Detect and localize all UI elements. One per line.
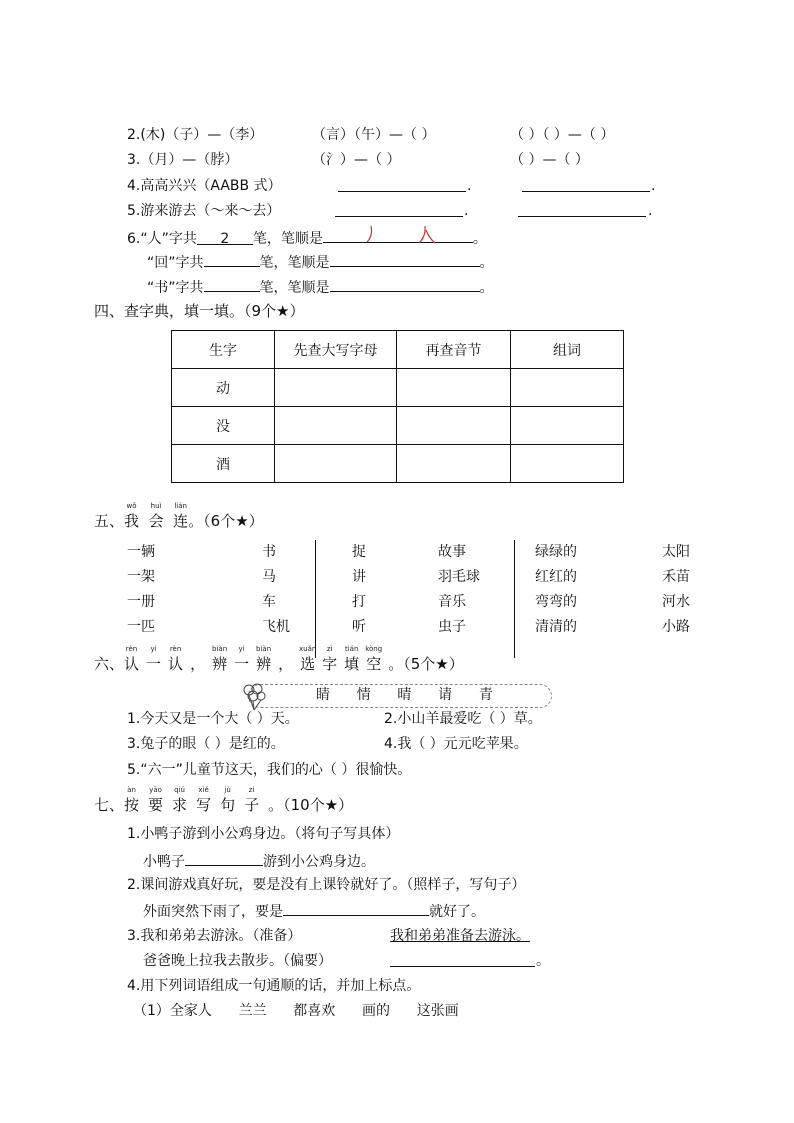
match-item[interactable]: 书 bbox=[262, 544, 276, 560]
section-7-title bbox=[94, 786, 354, 814]
stroke-order-strokes bbox=[323, 224, 473, 244]
pinyin-char: jù 句 bbox=[220, 786, 236, 814]
table-row bbox=[172, 445, 624, 483]
match-item[interactable]: 马 bbox=[262, 569, 276, 585]
answer-cell[interactable] bbox=[397, 407, 511, 445]
dictionary-table bbox=[171, 330, 624, 483]
divider-line-2 bbox=[514, 540, 515, 658]
answer-prefix: 外面突然下雨了，要是 bbox=[143, 904, 283, 920]
title-suffix: 。（6个★） bbox=[188, 512, 264, 530]
answer-cell[interactable] bbox=[397, 445, 511, 483]
q8-line bbox=[147, 277, 494, 297]
pinyin-char: yāo 要 bbox=[148, 786, 164, 814]
pinyin-char: àn 按 bbox=[124, 786, 140, 814]
q5-line: 5.游来游去（～来～去） bbox=[127, 203, 281, 219]
match-item[interactable]: 飞机 bbox=[262, 619, 290, 635]
fill-q5: 5.“六一”儿童节这天，我们的心（ ）很愉快。 bbox=[127, 762, 412, 778]
section-6-title bbox=[94, 645, 464, 673]
fill-q2: 2.小山羊最爱吃（ ）草。 bbox=[384, 711, 542, 727]
pinyin-char: xuǎn 选 bbox=[298, 645, 317, 673]
answer-cell[interactable] bbox=[397, 369, 511, 407]
title-suffix: 。（5个★） bbox=[388, 655, 464, 673]
divider-line-1 bbox=[315, 540, 316, 658]
title-prefix: 七、 bbox=[94, 796, 125, 814]
pinyin-char: biàn 辨 bbox=[212, 645, 228, 673]
q4-blank-2[interactable] bbox=[522, 177, 650, 192]
match-item[interactable]: 捉 bbox=[352, 544, 366, 560]
header-cell: 生字 bbox=[172, 331, 275, 369]
match-item[interactable]: 故事 bbox=[438, 544, 466, 560]
q3-line-a: 3.（月）—（脖） bbox=[127, 152, 239, 168]
q7-mid: 笔，笔顺是 bbox=[259, 255, 330, 271]
q8-mid: 笔，笔顺是 bbox=[259, 280, 330, 296]
q5-blank-1[interactable] bbox=[335, 202, 463, 217]
q4-dot-2: . bbox=[651, 178, 656, 194]
pinyin-char: huì 会 bbox=[148, 502, 164, 530]
q8-order-blank[interactable] bbox=[330, 277, 480, 292]
q5-blank-2[interactable] bbox=[518, 202, 646, 217]
match-item[interactable]: 虫子 bbox=[438, 619, 466, 635]
answer-cell[interactable] bbox=[511, 407, 624, 445]
q6-line bbox=[127, 228, 487, 248]
match-item[interactable]: 音乐 bbox=[438, 594, 466, 610]
sentence-q2: 2.课间游戏真好玩，要是没有上课铃就好了。（照样子，写句子） bbox=[127, 877, 526, 893]
title-suffix: 。（10个★） bbox=[268, 796, 354, 814]
q8-label: “书”字共 bbox=[147, 280, 204, 296]
match-item[interactable]: 羽毛球 bbox=[438, 569, 480, 585]
sentence-q2-answer bbox=[143, 901, 485, 921]
sentence-q4-words: （1）全家人 兰兰 都喜欢 画的 这张画 bbox=[133, 1003, 459, 1019]
match-item[interactable]: 一匹 bbox=[127, 619, 155, 635]
q6-count: 2 bbox=[220, 231, 230, 247]
sentence-q4: 4.用下列词语组成一句通顺的话，并加上标点。 bbox=[127, 978, 421, 994]
answer-blank[interactable] bbox=[283, 901, 429, 916]
q3-line-c: （ ）—（ ） bbox=[510, 152, 589, 168]
q6-order-blank[interactable] bbox=[323, 228, 473, 243]
pinyin-char: zì 字 bbox=[322, 645, 338, 673]
pinyin-char: wǒ 我 bbox=[124, 502, 140, 530]
q4-dot-1: . bbox=[467, 178, 472, 194]
option-word: 青 bbox=[478, 687, 493, 703]
match-item[interactable]: 河水 bbox=[662, 594, 690, 610]
table-row bbox=[172, 407, 624, 445]
title-prefix: 六、 bbox=[94, 655, 125, 673]
table-row bbox=[172, 369, 624, 407]
fill-q1: 1.今天又是一个大（ ）天。 bbox=[127, 711, 299, 727]
match-item[interactable]: 一辆 bbox=[127, 544, 155, 560]
title-prefix: 五、 bbox=[94, 512, 125, 530]
sentence-q1-answer bbox=[143, 851, 375, 871]
fill-q3: 3.兔子的眼（ ）是红的。 bbox=[127, 736, 285, 752]
pinyin-char: qiú 求 bbox=[172, 786, 188, 814]
char-cell: 酒 bbox=[172, 445, 275, 483]
answer-prefix: 小鸭子 bbox=[143, 854, 185, 870]
q6-label: 6.“人”字共 bbox=[127, 231, 197, 247]
option-word: 情 bbox=[356, 687, 371, 703]
pinyin-char: xiě 写 bbox=[196, 786, 212, 814]
table-header-row bbox=[172, 331, 624, 369]
match-item[interactable]: 听 bbox=[352, 619, 366, 635]
sentence-q3b-blank[interactable] bbox=[390, 952, 535, 967]
match-item[interactable]: 打 bbox=[352, 594, 366, 610]
word-options bbox=[316, 686, 493, 704]
sentence-q3-example: 我和弟弟准备去游泳。 bbox=[390, 928, 530, 944]
q7-order-blank[interactable] bbox=[330, 252, 480, 267]
title-pinyin-chars bbox=[124, 786, 268, 814]
section-4-title: 四、查字典，填一填。（9个★） bbox=[94, 302, 305, 320]
match-item[interactable]: 清清的 bbox=[535, 619, 577, 635]
sentence-q3: 3.我和弟弟去游泳。（准备） bbox=[127, 928, 302, 944]
pinyin-char: tián 填 bbox=[344, 645, 360, 673]
option-word: 睛 bbox=[316, 687, 330, 703]
char-cell: 没 bbox=[172, 407, 275, 445]
q7-label: “回”字共 bbox=[147, 255, 204, 271]
answer-cell[interactable] bbox=[275, 445, 397, 483]
match-item[interactable]: 小路 bbox=[662, 619, 690, 635]
q5-dot-2: . bbox=[648, 203, 653, 219]
fill-q4: 4.我（ ）元元吃苹果。 bbox=[384, 736, 528, 752]
q3-line-b: （氵）—（ ） bbox=[312, 152, 401, 168]
q2-line-c: （ ）（ ）—（ ） bbox=[510, 127, 615, 143]
q7-line bbox=[147, 252, 494, 272]
q5-dot-1: . bbox=[464, 203, 469, 219]
answer-cell[interactable] bbox=[511, 369, 624, 407]
answer-cell[interactable] bbox=[275, 369, 397, 407]
header-cell: 再查音节 bbox=[397, 331, 511, 369]
match-item[interactable]: 讲 bbox=[352, 569, 366, 585]
match-item[interactable]: 一架 bbox=[127, 569, 155, 585]
pinyin-char: zi 子 bbox=[244, 786, 260, 814]
q6-count-blank[interactable] bbox=[197, 230, 253, 245]
pinyin-char: lián 连 bbox=[173, 502, 189, 530]
option-word: 请 bbox=[438, 687, 453, 703]
answer-suffix: 游到小公鸡身边。 bbox=[263, 854, 375, 870]
match-item[interactable]: 弯弯的 bbox=[535, 594, 577, 610]
pinyin-char: rèn 认 bbox=[168, 645, 184, 673]
match-item[interactable]: 禾苗 bbox=[662, 569, 690, 585]
title-pinyin-chars bbox=[124, 645, 388, 673]
match-item[interactable]: 车 bbox=[262, 594, 276, 610]
pinyin-char: rèn 认 bbox=[124, 645, 140, 673]
pinyin-char: kòng 空 bbox=[365, 645, 383, 673]
match-item[interactable]: 红红的 bbox=[535, 569, 577, 585]
answer-cell[interactable] bbox=[511, 445, 624, 483]
pinyin-char: yi 一 bbox=[234, 645, 250, 673]
sentence-q3b-end: 。 bbox=[536, 953, 550, 969]
answer-suffix: 就好了。 bbox=[429, 904, 485, 920]
q8-count-blank[interactable] bbox=[204, 277, 260, 292]
q2-line-b: （言）（午）—（ ） bbox=[312, 127, 436, 143]
sentence-q3b: 爸爸晚上拉我去散步。（偏要） bbox=[143, 953, 332, 969]
q7-count-blank[interactable] bbox=[204, 252, 260, 267]
answer-cell[interactable] bbox=[275, 407, 397, 445]
pinyin-char: yi 一 bbox=[146, 645, 162, 673]
q7-end: 。 bbox=[479, 255, 494, 271]
answer-blank[interactable] bbox=[185, 851, 263, 866]
q8-end: 。 bbox=[479, 280, 494, 296]
pinyin-char: ， bbox=[278, 655, 294, 673]
q6-mid: 笔，笔顺是 bbox=[252, 231, 323, 247]
q4-line: 4.高高兴兴（AABB 式） bbox=[127, 178, 282, 194]
sentence-q1: 1.小鸭子游到小公鸡身边。（将句子写具体） bbox=[127, 826, 400, 842]
match-item[interactable]: 一册 bbox=[127, 594, 155, 610]
pinyin-char: biàn 辨 bbox=[256, 645, 272, 673]
pinyin-char: ， bbox=[190, 655, 206, 673]
match-item[interactable]: 绿绿的 bbox=[535, 544, 577, 560]
char-cell: 动 bbox=[172, 369, 275, 407]
q4-blank-1[interactable] bbox=[338, 177, 466, 192]
option-word: 晴 bbox=[397, 687, 412, 703]
header-cell: 组词 bbox=[511, 331, 624, 369]
section-5-title bbox=[94, 502, 264, 530]
match-item[interactable]: 太阳 bbox=[662, 544, 690, 560]
header-cell: 先查大写字母 bbox=[275, 331, 397, 369]
q6-end: 。 bbox=[472, 231, 487, 247]
q2-line-a: 2.(木)（子）—（李） bbox=[127, 127, 264, 143]
balloon-icon bbox=[240, 682, 270, 712]
